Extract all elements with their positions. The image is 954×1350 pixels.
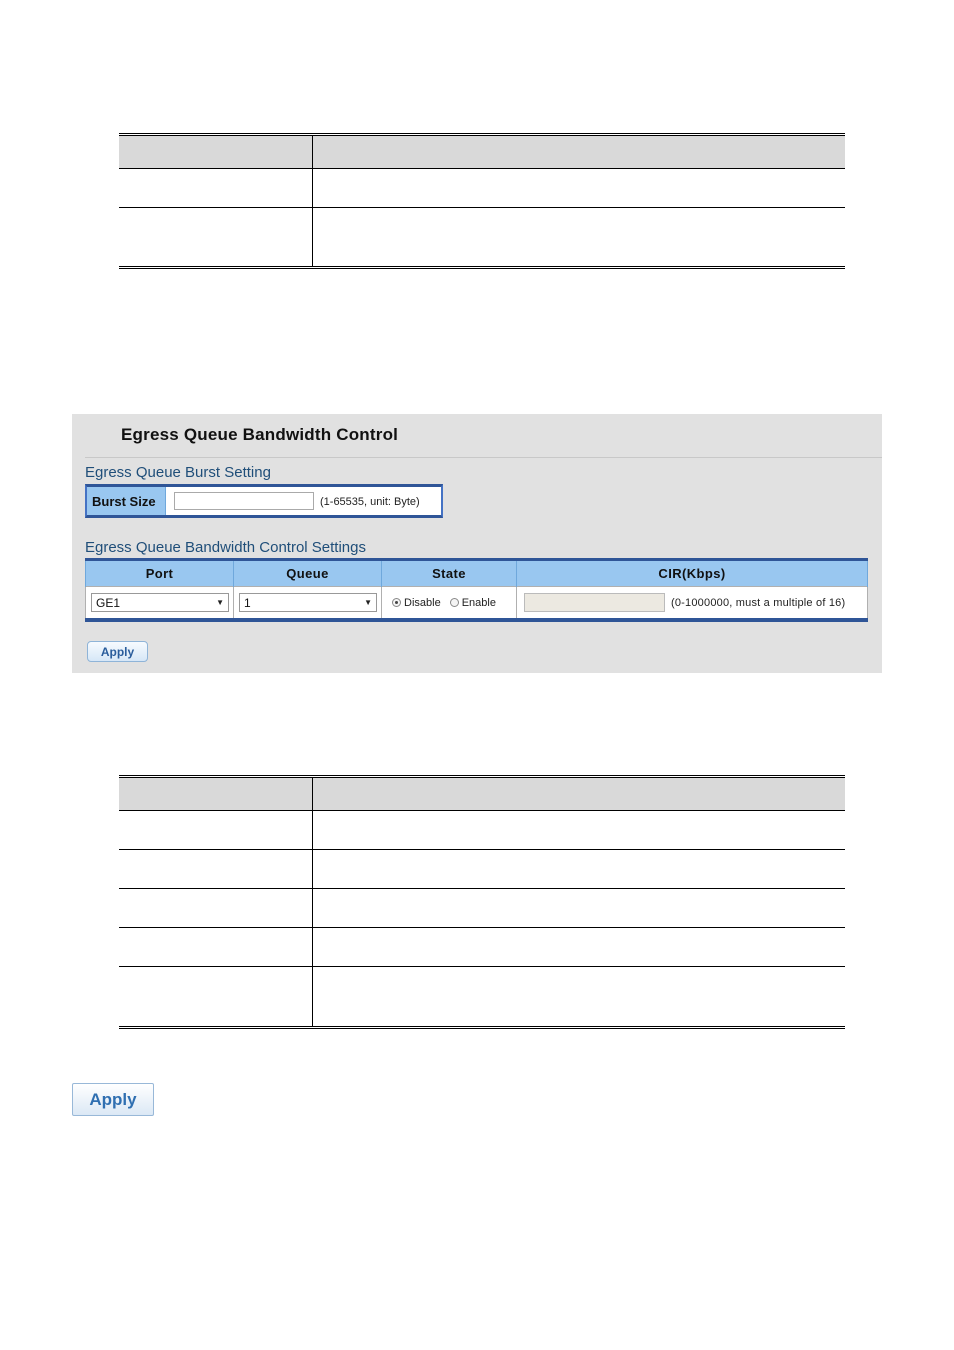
state-enable-label[interactable]: Enable — [461, 596, 496, 609]
state-enable-radio[interactable] — [450, 598, 459, 607]
table-header-row — [119, 778, 845, 811]
state-disable-radio[interactable] — [392, 598, 401, 607]
table-header-row — [86, 560, 868, 587]
cir-hint: (0-1000000, must a multiple of 16) — [671, 596, 846, 609]
table-row — [119, 889, 845, 928]
bandwidth-control-table — [85, 558, 868, 622]
burst-size-input[interactable] — [174, 492, 314, 510]
title-divider — [85, 457, 882, 458]
page-title: Egress Queue Bandwidth Control — [121, 425, 399, 444]
chevron-down-icon: ▼ — [216, 598, 224, 607]
burst-size-label: Burst Size — [87, 487, 166, 515]
cir-cell — [517, 587, 868, 621]
cir-input-row — [517, 593, 867, 612]
state-disable-label[interactable]: Disable — [404, 596, 441, 609]
table-header-row — [119, 136, 845, 169]
table-row — [119, 967, 845, 1026]
bw-section-title: Egress Queue Bandwidth Control Settings — [85, 539, 366, 556]
burst-section-title: Egress Queue Burst Setting — [85, 464, 271, 481]
table-row — [119, 169, 845, 208]
column-header-queue: Queue — [234, 560, 382, 587]
port-select-value: GE1 — [96, 595, 121, 610]
table-row — [119, 208, 845, 266]
port-cell — [86, 587, 234, 621]
state-cell — [382, 587, 517, 621]
apply-button-large[interactable]: Apply — [72, 1083, 154, 1116]
queue-cell — [234, 587, 382, 621]
burst-size-hint: (1-65535, unit: Byte) — [320, 496, 420, 508]
burst-size-row — [85, 484, 443, 518]
cir-input[interactable] — [524, 593, 665, 612]
apply-button[interactable]: Apply — [87, 641, 148, 662]
queue-select[interactable] — [239, 593, 377, 612]
state-radio-group — [382, 597, 516, 609]
table-row — [119, 928, 845, 967]
chevron-down-icon: ▼ — [364, 598, 372, 607]
egress-queue-bandwidth-panel — [72, 414, 882, 673]
parameter-table-1 — [119, 133, 845, 269]
queue-select-value: 1 — [244, 595, 251, 610]
table-row — [86, 587, 868, 621]
table-row — [119, 850, 845, 889]
port-select[interactable] — [91, 593, 229, 612]
table-row — [119, 811, 845, 850]
parameter-table-2 — [119, 775, 845, 1029]
column-header-cir: CIR(Kbps) — [517, 560, 868, 587]
column-header-state: State — [382, 560, 517, 587]
column-header-port: Port — [86, 560, 234, 587]
